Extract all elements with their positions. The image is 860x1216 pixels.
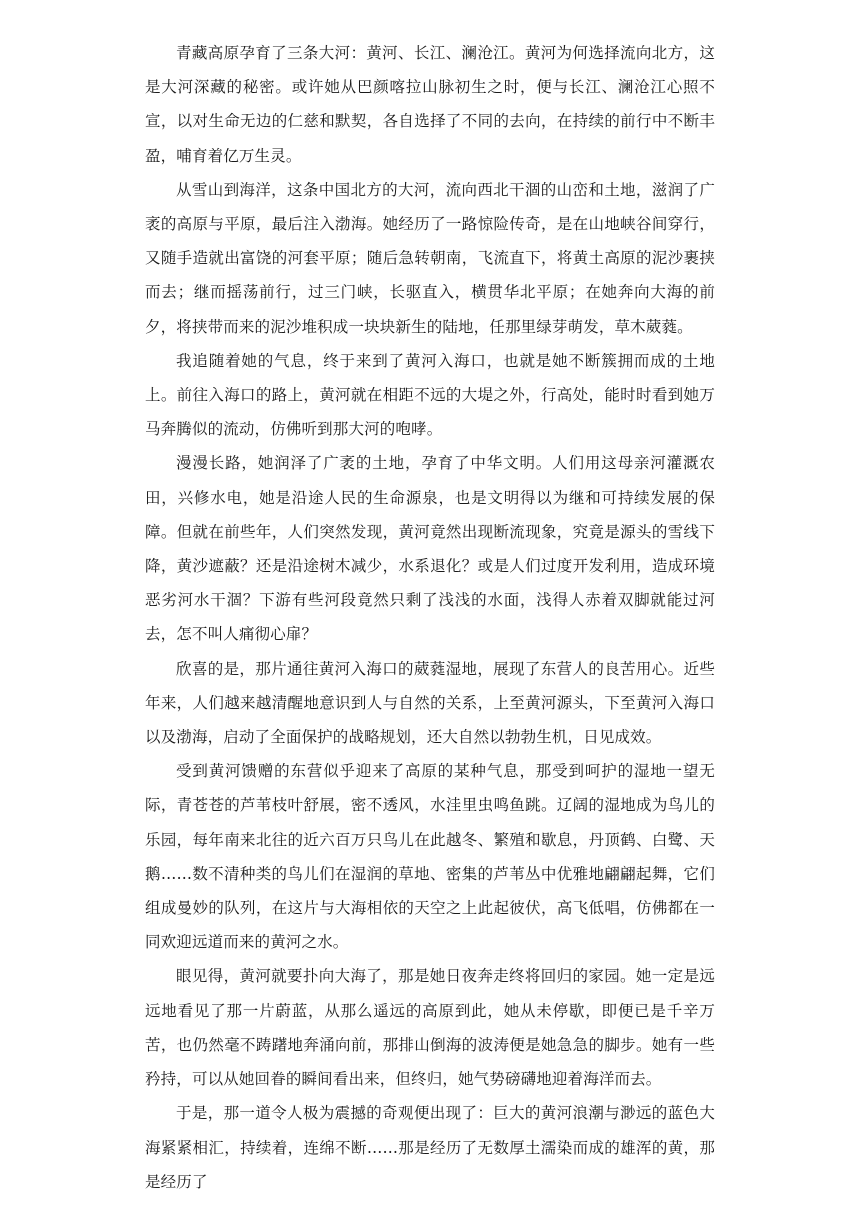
paragraph-4: 漫漫长路，她润泽了广袤的土地，孕育了中华文明。人们用这母亲河灌溉农田，兴修水电，她是沿途人民的生命源泉，也是文明得以为继和可持续发展的保障。但就在前些年，人们突然发现，黄河竟然出现断流现象，究竟是源头的雪线下降，黄沙遮蔽？还是沿途树木减少，水系退化？或是人们过度开发利用，造成环境恶劣河水干涸？下游有些河段竟然只剩了浅浅的水面，浅得人赤着双脚就能过河去，怎不叫人痛彻心扉？ xyxy=(145,454,715,644)
paragraph-3: 我追随着她的气息，终于来到了黄河入海口，也就是她不断簇拥而成的土地上。前往入海口的路上，黄河就在相距不远的大堤之外，行高处，能时时看到她万马奔腾似的流动，仿佛听到那大河的咆哮。 xyxy=(145,351,715,439)
paragraph-1: 青藏高原孕育了三条大河：黄河、长江、澜沧江。黄河为何选择流向北方，这是大河深藏的秘密。或许她从巴颜喀拉山脉初生之时，便与长江、澜沧江心照不宣，以对生命无边的仁慈和默契，各自选择了不同的去向，在持续的前行中不断丰盈，哺育着亿万生灵。 xyxy=(145,44,715,165)
paragraph-6: 受到黄河馈赠的东营似乎迎来了高原的某种气息，那受到呵护的湿地一望无际，青苍苍的芦苇枝叶舒展，密不透风，水洼里虫鸣鱼跳。辽阔的湿地成为鸟儿的乐园，每年南来北往的近六百万只鸟儿在此越冬、繁殖和歇息，丹顶鹤、白鹭、天鹅……数不清种类的鸟儿们在湿润的草地、密集的芦苇丛中优雅地翩翩起舞，它们组成曼妙的队列，在这片与大海相依的天空之上此起彼伏，高飞低唱，仿佛都在一同欢迎远道而来的黄河之水。 xyxy=(145,762,715,952)
paragraph-5: 欣喜的是，那片通往黄河入海口的葳蕤湿地，展现了东营人的良苦用心。近些年来，人们越来越清醒地意识到人与自然的关系，上至黄河源头，下至黄河入海口以及渤海，启动了全面保护的战略规划，还大自然以勃勃生机，日见成效。 xyxy=(145,659,715,747)
paragraph-8: 于是，那一道令人极为震撼的奇观便出现了：巨大的黄河浪潮与渺远的蓝色大海紧紧相汇，持续着，连绵不断……那是经历了无数厚土濡染而成的雄浑的黄，那是经历了 xyxy=(145,1104,715,1191)
article-body xyxy=(145,36,715,1199)
paragraph-2: 从雪山到海洋，这条中国北方的大河，流向西北干涸的山峦和土地，滋润了广袤的高原与平原，最后注入渤海。她经历了一路惊险传奇，是在山地峡谷间穿行，又随手造就出富饶的河套平原；随后急转朝南，飞流直下，将黄土高原的泥沙裹挟而去；继而摇荡前行，过三门峡，长驱直入，横贯华北平原；在她奔向大海的前夕，将挟带而来的泥沙堆积成一块块新生的陆地，任那里绿芽萌发，草木葳蕤。 xyxy=(145,180,715,336)
paragraph-7: 眼见得，黄河就要扑向大海了，那是她日夜奔走终将回归的家园。她一定是远远地看见了那一片蔚蓝，从那么遥远的高原到此，她从未停歇，即便已是千辛万苦，也仍然毫不踌躇地奔涌向前，那排山倒海的波涛便是她急急的脚步。她有一些矜持，可以从她回眷的瞬间看出来，但终归，她气势磅礴地迎着海洋而去。 xyxy=(145,967,715,1089)
